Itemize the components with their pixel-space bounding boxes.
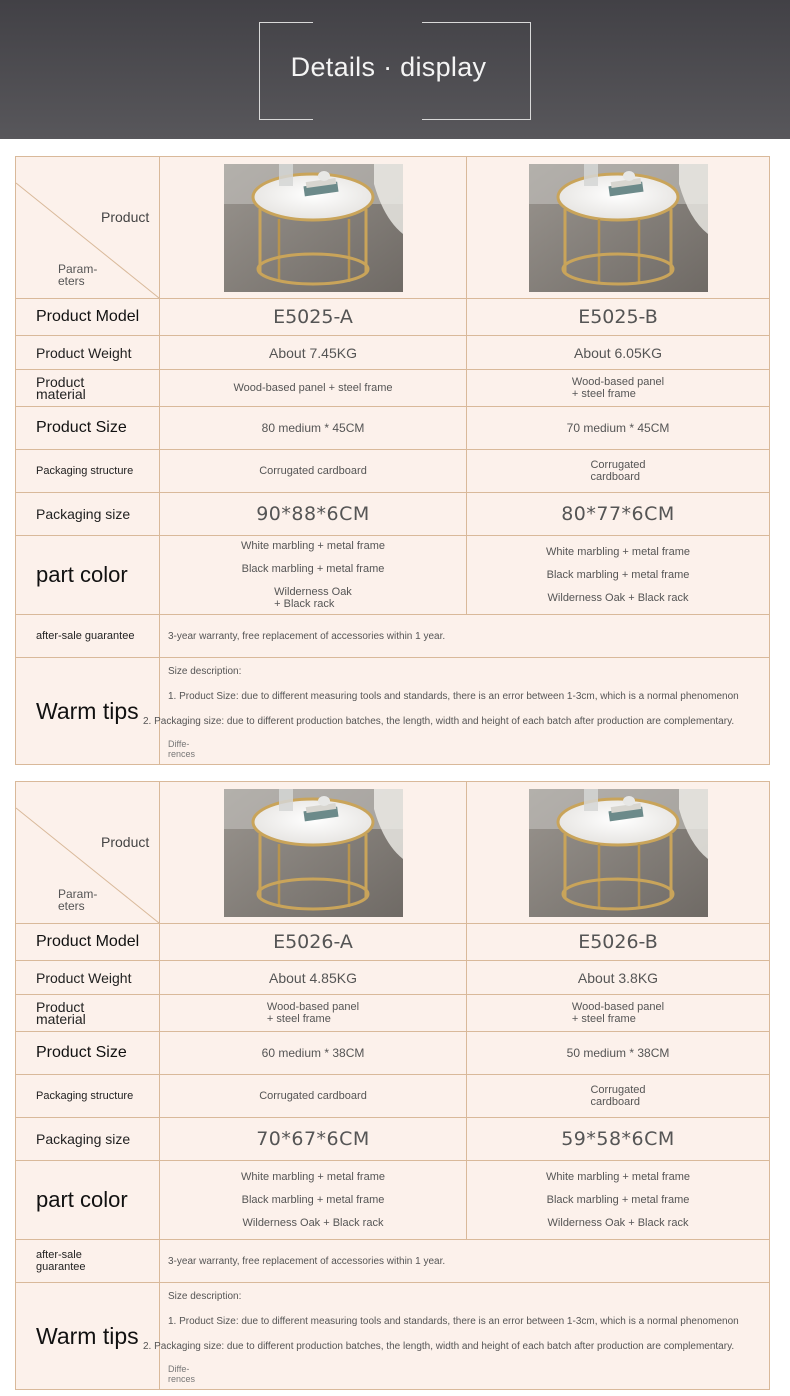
color-options-cell-b <box>467 1161 769 1239</box>
row-label-cell <box>16 924 159 960</box>
color-option: Wilderness Oak + Black rack <box>242 1217 384 1229</box>
spec-row-pack-size <box>16 1117 769 1160</box>
model-value: E5026-B <box>578 931 658 953</box>
value-cell-a <box>160 407 466 449</box>
model-value: E5025-B <box>578 306 658 328</box>
product-photo-illustration <box>529 789 708 917</box>
pack-size-value: 80*77*6CM <box>561 503 675 525</box>
warm-tips-text <box>143 658 790 764</box>
color-option: Wilderness Oak + Black rack <box>547 592 689 604</box>
tip-line: Diffe- rences <box>168 1364 196 1384</box>
row-label-cell <box>16 450 159 492</box>
row-label: Packaging structure <box>36 465 134 477</box>
spec-row-warm-tips <box>16 1282 769 1389</box>
value-cell-a <box>160 924 466 960</box>
value-cell-b <box>467 493 769 535</box>
banner-title: Details · display <box>290 52 487 82</box>
tip-line: 2. Packaging size: due to different production batches, the length, width and height of each batch after production are complementary. <box>143 1341 735 1352</box>
color-options-cell-b <box>467 536 769 614</box>
header-row <box>16 157 769 298</box>
row-label: Product Size <box>36 419 127 436</box>
row-label-cell <box>16 995 159 1031</box>
spec-row-part-color <box>16 535 769 614</box>
pack-size-value: 70*67*6CM <box>256 1128 370 1150</box>
row-label-cell <box>16 1240 159 1282</box>
spec-row-after-sale <box>16 614 769 657</box>
color-option: White marbling + metal frame <box>546 1171 690 1183</box>
value-cell-b <box>467 336 769 369</box>
row-label-cell <box>16 336 159 369</box>
warranty-cell <box>160 615 769 657</box>
color-option: Black marbling + metal frame <box>241 563 385 575</box>
tip-line: 1. Product Size: due to different measuring tools and standards, there is an error between 1-3cm, which is a normal phenomenon <box>168 1316 739 1327</box>
tip-line: Size description: <box>168 666 242 677</box>
value-cell-a <box>160 1075 466 1117</box>
pack-struct-value: Corrugated cardboard <box>259 1090 367 1102</box>
color-option: Wilderness Oak + Black rack <box>547 1217 689 1229</box>
product-photo-illustration <box>529 164 708 292</box>
value-cell-b <box>467 370 769 406</box>
color-option: Black marbling + metal frame <box>546 1194 690 1206</box>
value-cell-a <box>160 370 466 406</box>
product-photo <box>529 164 708 292</box>
color-options-cell-a <box>160 536 466 614</box>
pack-size-value: 90*88*6CM <box>256 503 370 525</box>
color-option: White marbling + metal frame <box>241 1171 385 1183</box>
row-label: Product material <box>36 999 86 1027</box>
product-photo <box>224 789 403 917</box>
spec-row-model <box>16 298 769 335</box>
tip-line: 2. Packaging size: due to different production batches, the length, width and height of each batch after production are complementary. <box>143 716 735 727</box>
value-cell-b <box>467 299 769 335</box>
value-cell-a <box>160 995 466 1031</box>
size-value: 80 medium * 45CM <box>261 421 365 435</box>
color-options-list <box>241 1171 385 1229</box>
material-value: Wood-based panel + steel frame <box>233 382 393 394</box>
material-value: Wood-based panel + steel frame <box>266 1001 360 1025</box>
value-cell-b <box>467 1032 769 1074</box>
size-value: 70 medium * 45CM <box>566 421 670 435</box>
spec-row-size <box>16 406 769 449</box>
color-option: Black marbling + metal frame <box>546 569 690 581</box>
spec-row-model <box>16 923 769 960</box>
product-photo-illustration <box>224 164 403 292</box>
row-label-cell <box>16 1283 159 1389</box>
spec-table <box>15 781 770 1390</box>
model-value: E5025-A <box>273 306 353 328</box>
weight-value: About 6.05KG <box>574 344 662 361</box>
value-cell-a <box>160 450 466 492</box>
row-label-cell <box>16 658 159 764</box>
pack-struct-value: Corrugated cardboard <box>259 465 367 477</box>
weight-value: About 3.8KG <box>577 969 659 986</box>
value-cell-b <box>467 450 769 492</box>
tip-line: Size description: <box>168 1291 242 1302</box>
value-cell-a <box>160 1032 466 1074</box>
row-label: Product Weight <box>36 969 132 986</box>
row-label: part color <box>36 1187 128 1212</box>
row-label: Product Weight <box>36 344 132 361</box>
row-label: Packaging size <box>36 506 131 522</box>
row-label-cell <box>16 407 159 449</box>
row-label: after-sale guarantee <box>36 1249 86 1273</box>
value-cell-b <box>467 995 769 1031</box>
row-label-cell <box>16 1161 159 1239</box>
product-photo-cell-a <box>160 157 466 298</box>
value-cell-b <box>467 407 769 449</box>
spec-row-weight <box>16 335 769 369</box>
spec-row-size <box>16 1031 769 1074</box>
product-photo-illustration <box>224 789 403 917</box>
product-header-label: Product <box>101 834 150 850</box>
spec-row-pack-size <box>16 492 769 535</box>
material-value: Wood-based panel + steel frame <box>571 376 665 400</box>
row-label: Packaging size <box>36 1131 131 1147</box>
pack-size-value: 59*58*6CM <box>561 1128 675 1150</box>
row-label: Product Model <box>36 308 140 325</box>
value-cell-a <box>160 299 466 335</box>
warm-tips-text <box>143 1283 790 1389</box>
header-row <box>16 782 769 923</box>
value-cell-b <box>467 961 769 994</box>
weight-value: About 7.45KG <box>269 344 357 361</box>
row-label: Product Model <box>36 933 140 950</box>
color-options-list <box>546 546 690 604</box>
row-label: Packaging structure <box>36 1090 134 1102</box>
pack-struct-value: Corrugated cardboard <box>590 1084 646 1108</box>
row-label-cell <box>16 1118 159 1160</box>
row-label-cell <box>16 299 159 335</box>
row-label-cell <box>16 961 159 994</box>
tip-line: 1. Product Size: due to different measuring tools and standards, there is an error between 1-3cm, which is a normal phenomenon <box>168 691 739 702</box>
color-options-cell-a <box>160 1161 466 1239</box>
row-label: Warm tips <box>36 697 139 724</box>
row-label: Warm tips <box>36 1322 139 1349</box>
warranty-text: 3-year warranty, free replacement of accessories within 1 year. <box>168 1255 446 1267</box>
color-options-list <box>546 1171 690 1229</box>
row-label: part color <box>36 562 128 587</box>
row-label: after-sale guarantee <box>36 630 135 642</box>
product-photo-cell-b <box>467 157 769 298</box>
row-label-cell <box>16 615 159 657</box>
spec-row-warm-tips <box>16 657 769 764</box>
parameters-header-label: Param- eters <box>58 887 98 913</box>
spec-row-pack-struct <box>16 1074 769 1117</box>
spec-row-part-color <box>16 1160 769 1239</box>
row-label: Product Size <box>36 1044 127 1061</box>
row-label-cell <box>16 493 159 535</box>
product-photo-cell-b <box>467 782 769 923</box>
color-option: Wilderness Oak + Black rack <box>274 586 352 610</box>
value-cell-a <box>160 336 466 369</box>
row-label-cell <box>16 1032 159 1074</box>
pack-struct-value: Corrugated cardboard <box>590 459 646 483</box>
warranty-cell <box>160 1240 769 1282</box>
value-cell-b <box>467 1075 769 1117</box>
row-label-cell <box>16 1075 159 1117</box>
product-header-label: Product <box>101 209 150 225</box>
details-banner <box>0 0 790 139</box>
spec-table <box>15 156 770 765</box>
value-cell-a <box>160 1118 466 1160</box>
warranty-text: 3-year warranty, free replacement of accessories within 1 year. <box>168 630 446 642</box>
spec-row-after-sale <box>16 1239 769 1282</box>
model-value: E5026-A <box>273 931 353 953</box>
row-label-cell <box>16 536 159 614</box>
material-value: Wood-based panel + steel frame <box>571 1001 665 1025</box>
color-option: White marbling + metal frame <box>546 546 690 558</box>
value-cell-b <box>467 924 769 960</box>
product-photo <box>224 164 403 292</box>
size-value: 50 medium * 38CM <box>566 1046 670 1060</box>
size-value: 60 medium * 38CM <box>261 1046 365 1060</box>
color-option: White marbling + metal frame <box>241 540 385 552</box>
spec-row-material <box>16 369 769 406</box>
weight-value: About 4.85KG <box>269 969 357 986</box>
parameters-header-label: Param- eters <box>58 262 98 288</box>
value-cell-b <box>467 1118 769 1160</box>
row-label-cell <box>16 370 159 406</box>
value-cell-a <box>160 961 466 994</box>
value-cell-a <box>160 493 466 535</box>
spec-row-weight <box>16 960 769 994</box>
spec-row-pack-struct <box>16 449 769 492</box>
row-label: Product material <box>36 374 86 402</box>
color-options-list <box>241 540 385 610</box>
product-photo-cell-a <box>160 782 466 923</box>
product-photo <box>529 789 708 917</box>
color-option: Black marbling + metal frame <box>241 1194 385 1206</box>
tip-line: Diffe- rences <box>168 739 196 759</box>
spec-row-material <box>16 994 769 1031</box>
